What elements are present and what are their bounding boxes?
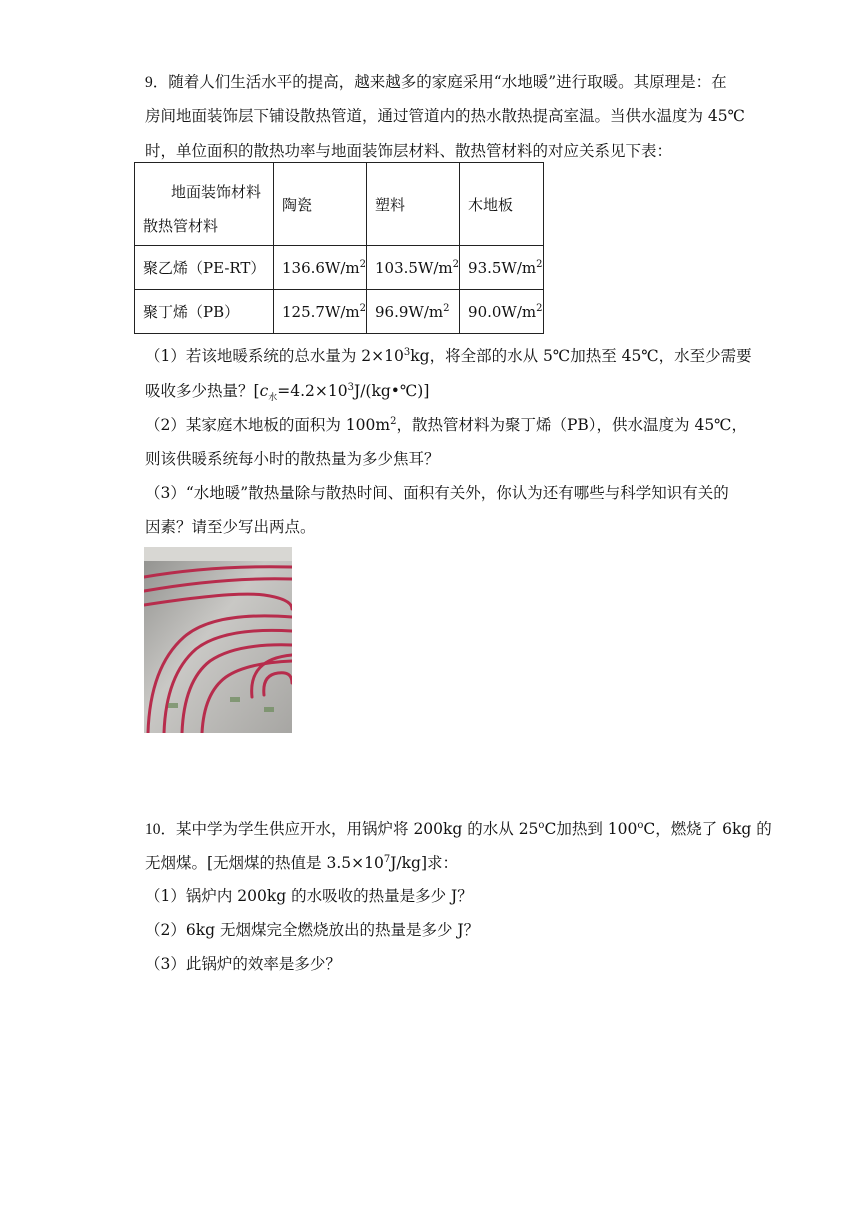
exponent: 2 [390, 415, 397, 427]
column-header-plastic: 塑料 [367, 163, 460, 246]
table-cell [367, 290, 460, 334]
q10-text-c: C，燃烧了 6kg 的 [643, 820, 772, 838]
table-header-row [135, 163, 544, 246]
table-cell [274, 246, 367, 290]
heat-dissipation-table [134, 162, 544, 334]
q9-sub1-text-a: （1）若该地暖系统的总水量为 2×10 [145, 347, 404, 365]
table-row [135, 246, 544, 290]
q10-line-2 [145, 853, 458, 873]
column-header-wood: 木地板 [460, 163, 543, 246]
q9-sub2-text-b: ，散热管材料为聚丁烯（PB），供水温度为 45℃， [396, 416, 748, 434]
q10-text-b: C加热到 100 [544, 820, 638, 838]
q10-line-1 [145, 819, 772, 840]
cell-value: 93.5W/m [468, 258, 537, 277]
floor-heating-pipes-photo [144, 547, 292, 733]
header-pipe-material: 散热管材料 [143, 217, 219, 235]
unit-exponent: 2 [452, 258, 460, 270]
q10-text-d: 无烟煤。[无烟煤的热值是 3.5×10 [145, 854, 384, 872]
table-cell [460, 246, 543, 290]
q9-sub1-text-c: 吸收多少热量？[ [145, 382, 260, 400]
exponent: 7 [383, 853, 391, 865]
q10-sub2: （2）6kg 无烟煤完全燃烧放出的热量是多少 J？ [145, 921, 480, 939]
q10-sub1: （1）锅炉内 200kg 的水吸收的热量是多少 J？ [145, 887, 473, 905]
table-row [135, 290, 544, 334]
header-floor-material: 地面装饰材料 [171, 183, 262, 201]
q9-sub1-line-1 [145, 346, 752, 366]
row-label-pe-rt: 聚乙烯（PE-RT） [135, 246, 274, 290]
q9-sub1-text-e: J/(kg•℃)] [354, 382, 430, 400]
table-cell [274, 290, 367, 334]
floor-heating-pipes-image [144, 547, 292, 733]
q9-sub2-text-a: （2）某家庭木地板的面积为 100m [145, 416, 391, 434]
table-cell [367, 246, 460, 290]
cell-value: 103.5W/m [375, 258, 453, 277]
unit-exponent: 2 [359, 302, 367, 314]
degree-sign: o [637, 819, 644, 831]
row-label-pb: 聚丁烯（PB） [135, 290, 274, 334]
table-cell [460, 290, 543, 334]
cell-value: 136.6W/m [282, 258, 360, 277]
q9-line-3: 时，单位面积的散热功率与地面装饰层材料、散热管材料的对应关系见下表： [145, 142, 673, 160]
q10-text-a: 某中学为学生供应开水，用锅炉将 200kg 的水从 25 [176, 820, 539, 838]
q9-sub1-text-d: =4.2×10 [277, 382, 348, 400]
q10-number: 10． [145, 821, 177, 838]
cell-value: 90.0W/m [468, 302, 537, 321]
exponent: 3 [347, 381, 354, 393]
cell-value: 125.7W/m [282, 302, 360, 321]
q9-line-1 [145, 72, 727, 93]
q10-text-e: J/kg]求： [390, 854, 459, 872]
q9-text-1: 随着人们生活水平的提高，越来越多的家庭采用“水地暖”进行取暖。其原理是：在 [168, 73, 727, 91]
unit-exponent: 2 [536, 258, 543, 270]
column-header-ceramic: 陶瓷 [274, 163, 367, 246]
q9-sub2-line-1 [145, 415, 747, 435]
q9-sub2-line-2: 则该供暖系统每小时的散热量为多少焦耳？ [145, 450, 440, 468]
exponent: 3 [403, 346, 411, 358]
q9-number: 9． [145, 74, 169, 91]
q9-sub3-line-1: （3）“水地暖”散热量除与散热时间、面积有关外，你认为还有哪些与科学知识有关的 [145, 484, 729, 502]
unit-exponent: 2 [536, 302, 543, 314]
unit-exponent: 2 [359, 258, 367, 270]
q9-line-2: 房间地面装饰层下铺设散热管道，通过管道内的热水散热提高室温。当供水温度为 45℃ [145, 107, 745, 125]
q9-sub3-line-2: 因素？请至少写出两点。 [145, 518, 316, 536]
degree-sign: o [538, 819, 545, 831]
cell-value: 96.9W/m [375, 302, 444, 321]
q9-sub1-text-b: kg，将全部的水从 5℃加热至 45℃，水至少需要 [410, 347, 752, 365]
unit-exponent: 2 [443, 302, 450, 314]
specific-heat-symbol: c [259, 382, 269, 400]
water-subscript: 水 [268, 393, 278, 404]
table-diagonal-header [135, 163, 274, 246]
q10-sub3: （3）此锅炉的效率是多少？ [145, 955, 341, 973]
q9-sub1-line-2 [145, 381, 430, 404]
